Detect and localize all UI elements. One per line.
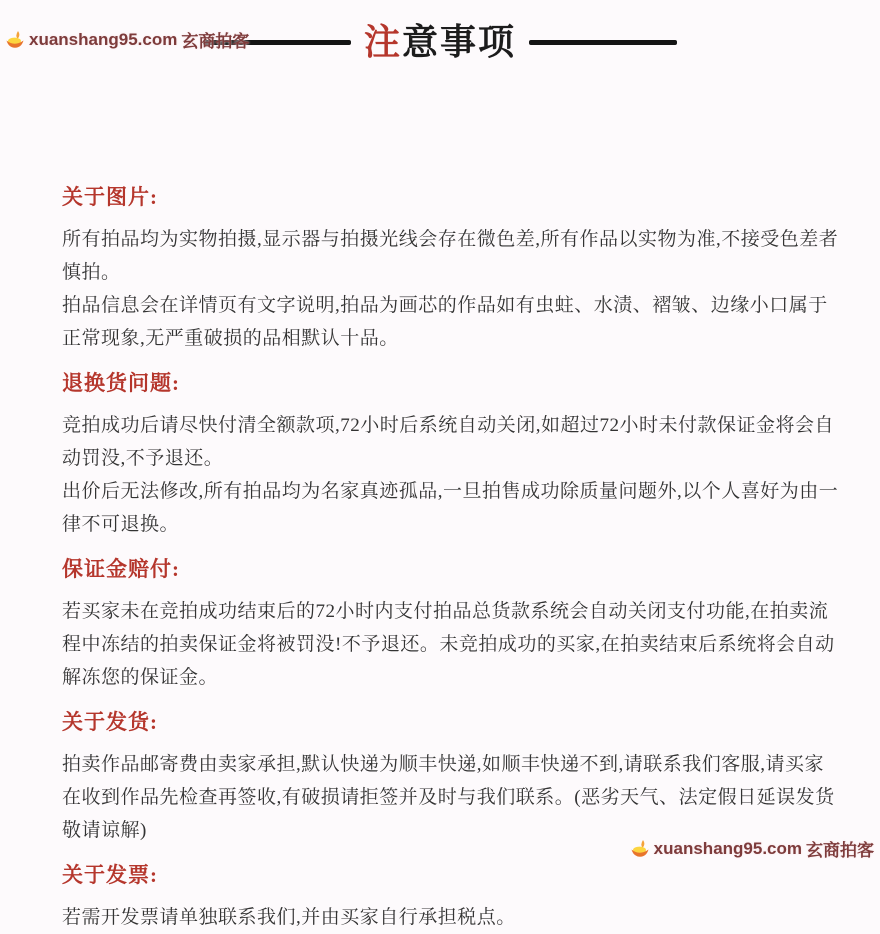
section-paragraph: 拍品信息会在详情页有文字说明,拍品为画芯的作品如有虫蛀、水渍、褶皱、边缘小口属于正常现象,无严重破损的品相默认十品。 xyxy=(62,295,828,349)
site-brand-name: 玄商拍客 xyxy=(181,32,250,51)
section-paragraph: 所有拍品均为实物拍摄,显示器与拍摄光线会存在微色差,所有作品以实物为准,不接受色差者慎拍。 xyxy=(62,229,839,283)
lamp-icon xyxy=(5,31,25,49)
title-rule-right xyxy=(529,40,677,45)
section-heading: 退换货问题: xyxy=(62,371,180,395)
section-about-images xyxy=(62,181,840,355)
section-paragraph: 拍卖作品邮寄费由卖家承担,默认快递为顺丰快递,如顺丰快递不到,请联系我们客服,请买家在收到作品先检查再签收,有破损请拒签并及时与我们联系。(恶劣天气、法定假日延误发货敬请谅解) xyxy=(62,754,835,841)
title-rest: 意事项 xyxy=(402,22,517,62)
section-returns xyxy=(62,367,840,541)
section-paragraph: 出价后无法修改,所有拍品均为名家真迹孤品,一旦拍售成功除质量问题外,以个人喜好为由一律不可退换。 xyxy=(62,481,839,535)
section-paragraph: 若买家未在竞拍成功结束后的72小时内支付拍品总货款系统会自动关闭支付功能,在拍卖流程中冻结的拍卖保证金将被罚没!不予退还。未竞拍成功的买家,在拍卖结束后系统将会自动解冻您的保证金。 xyxy=(62,601,835,688)
section-invoice xyxy=(62,859,840,934)
section-heading: 保证金赔付: xyxy=(62,557,180,581)
section-shipping xyxy=(62,706,840,847)
site-brand-name: 玄商拍客 xyxy=(806,841,874,860)
section-paragraph: 若需开发票请单独联系我们,并由买家自行承担税点。 xyxy=(62,907,516,928)
section-deposit xyxy=(62,553,840,694)
site-url: xuanshang95.com xyxy=(653,838,802,858)
page-title xyxy=(364,24,516,60)
section-heading: 关于发货: xyxy=(62,710,158,734)
section-heading: 关于图片: xyxy=(62,185,158,209)
notice-content xyxy=(0,181,880,934)
section-heading: 关于发票: xyxy=(62,863,158,887)
site-url: xuanshang95.com xyxy=(29,29,178,49)
title-accent-char: 注 xyxy=(363,22,402,62)
section-paragraph: 竞拍成功后请尽快付清全额款项,72小时后系统自动关闭,如超过72小时未付款保证金将会自动罚没,不予退还。 xyxy=(62,415,835,469)
site-watermark-top xyxy=(5,27,249,52)
site-watermark-bottom xyxy=(630,836,874,861)
lamp-icon xyxy=(630,840,650,858)
